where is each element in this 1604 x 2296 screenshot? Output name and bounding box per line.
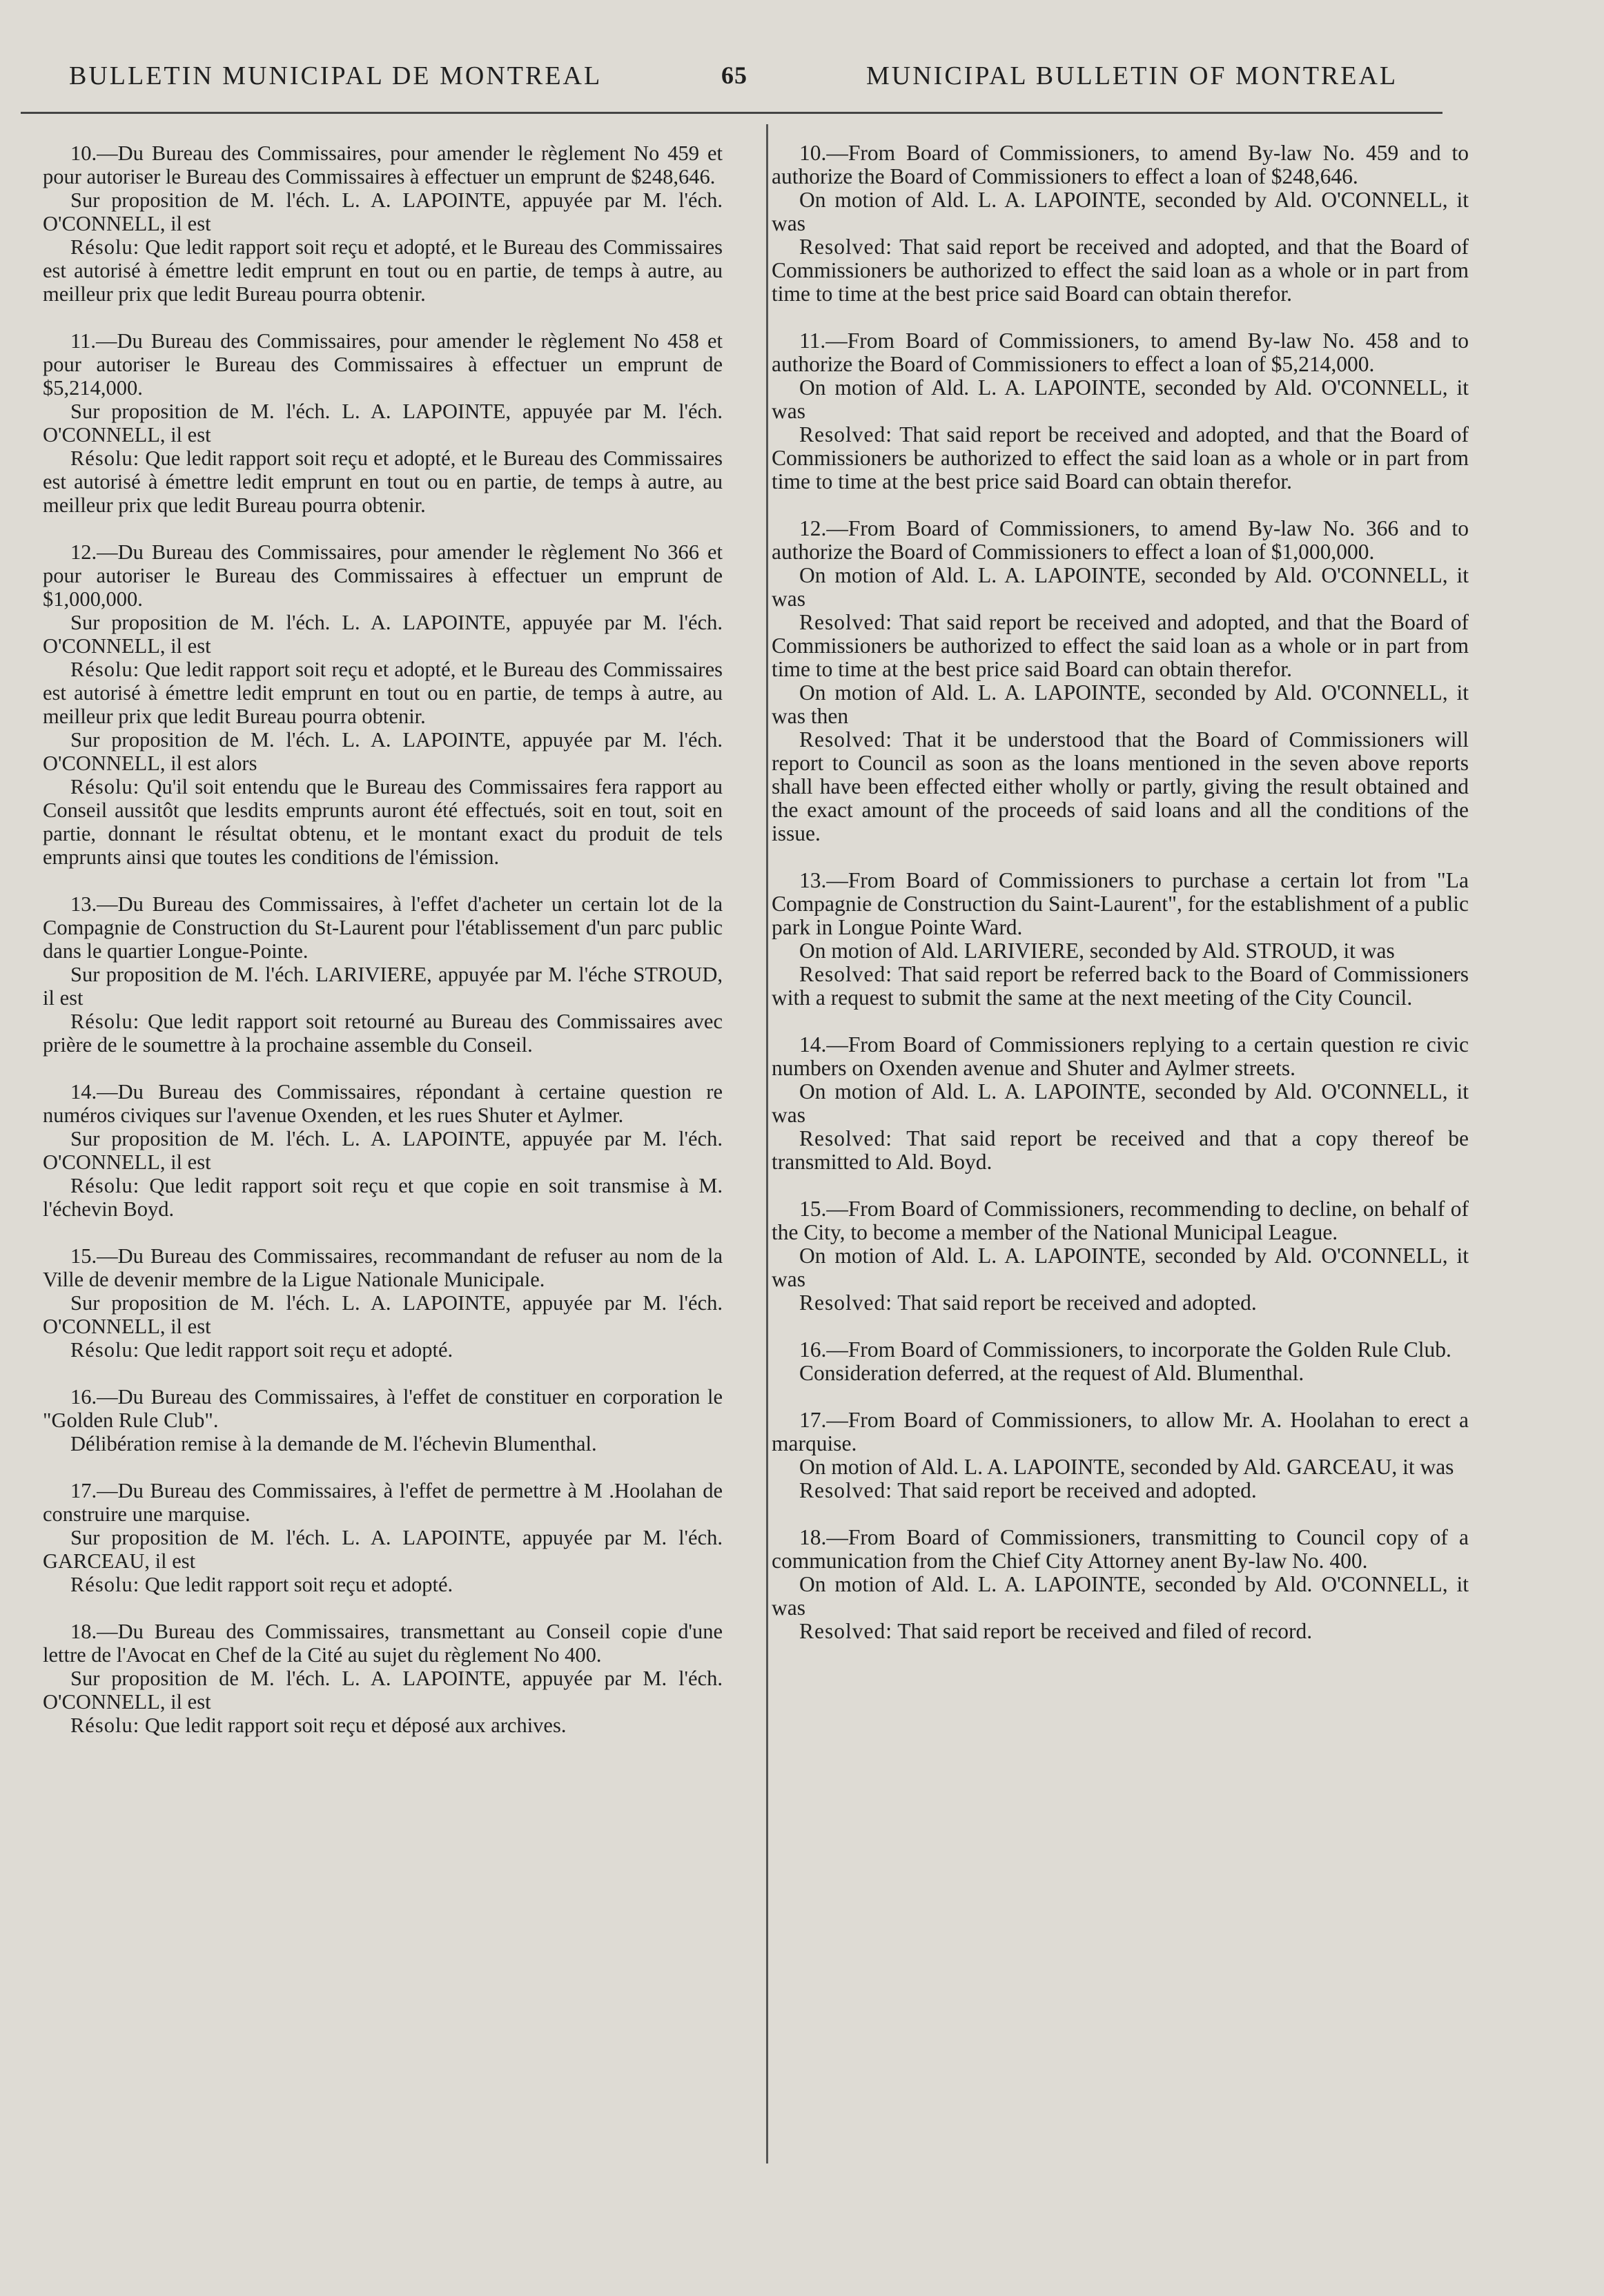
resolved-label: Résolu: (70, 1010, 140, 1033)
item-title: 13.—Du Bureau des Commissaires, à l'effet d'acheter un certain lot de la Compagnie de Construction du St-Laurent pour l'établissement d'un parc public dans le quartier Longue-Pointe. (43, 892, 723, 963)
resolution-text: Résolu: Que ledit rapport soit reçu et adopté, et le Bureau des Commissaires est autorisé à émettre ledit emprunt en tout ou en partie, de temps à autre, au meilleur prix que ledit Bureau pourra obtenir. (43, 658, 723, 728)
resolution-text: Résolu: Que ledit rapport soit reçu et que copie en soit transmise à M. l'échevin Boyd. (43, 1174, 723, 1221)
item-title: 10.—From Board of Commissioners, to amend By-law No. 459 and to authorize the Board of Commissioners to effect a loan of $248,646. (772, 141, 1469, 188)
motion-text: On motion of Ald. L. A. LAPOINTE, seconded by Ald. O'CONNELL, it was (772, 375, 1469, 423)
resolved-label: Resolved: (799, 422, 892, 447)
item-spacer (43, 1057, 723, 1080)
header-left-title: BULLETIN MUNICIPAL DE MONTREAL (69, 61, 603, 90)
motion-text: On motion of Ald. L. A. LAPOINTE, seconded by Ald. O'CONNELL, it was (772, 1244, 1469, 1291)
en-item (772, 329, 1469, 493)
resolved-label: Résolu: (70, 235, 140, 259)
english-column (772, 141, 1469, 1643)
resolved-label: Resolved: (799, 1478, 892, 1502)
resolution-text: Resolved: That said report be received and adopted, and that the Board of Commissioners be authorized to effect the said loan as a whole or in part from time to time at the best price said Board can obtain therefor. (772, 235, 1469, 306)
resolution-text: Résolu: Que ledit rapport soit reçu et adopté. (70, 1338, 453, 1362)
item-title: 16.—From Board of Commissioners, to incorporate the Golden Rule Club. (799, 1337, 1451, 1362)
motion-text: On motion of Ald. L. A. LAPOINTE, seconded by Ald. O'CONNELL, it was (772, 1572, 1469, 1620)
resolved-label: Resolved: (799, 610, 892, 634)
resolved-label: Résolu: (70, 658, 140, 681)
item-spacer (772, 493, 1469, 517)
header-rule (21, 112, 1442, 114)
fr-item (43, 1620, 723, 1737)
item-title: 14.—From Board of Commissioners replying to a certain question re civic numbers on Oxenden avenue and Shuter and Aylmer streets. (772, 1032, 1469, 1080)
motion-text: Sur proposition de M. l'éch. L. A. LAPOINTE, appuyée par M. l'éch. O'CONNELL, il est (43, 1127, 723, 1174)
en-item (772, 1338, 1469, 1385)
item-spacer (43, 869, 723, 892)
item-spacer (772, 306, 1469, 329)
item-spacer (43, 1221, 723, 1244)
item-spacer (772, 1315, 1469, 1338)
item-spacer (43, 1455, 723, 1479)
resolved-label: Resolved: (799, 727, 892, 752)
resolved-label: Resolved: (799, 962, 892, 986)
resolution-text: Resolved: That it be understood that the Board of Commissioners will report to Council as soon as the loans mentioned in the seven above reports shall have been effected either wholly or partly, giving the result obtained and the exact amount of the proceeds of said loans and all the conditions of the issue. (772, 727, 1469, 845)
item-title: 15.—From Board of Commissioners, recommending to decline, on behalf of the City, to become a member of the National Municipal League. (772, 1197, 1469, 1244)
item-title: 11.—From Board of Commissioners, to amend By-law No. 458 and to authorize the Board of Commissioners to effect a loan of $5,214,000. (772, 328, 1469, 376)
resolved-label: Résolu: (70, 447, 140, 470)
item-title: 12.—Du Bureau des Commissaires, pour amender le règlement No 366 et pour autoriser le Bureau des Commissaires à effectuer un emprunt de $1,000,000. (43, 540, 723, 611)
item-title: 11.—Du Bureau des Commissaires, pour amender le règlement No 458 et pour autoriser le Bureau des Commissaires à effectuer un emprunt de $5,214,000. (43, 329, 723, 400)
item-title: 17.—From Board of Commissioners, to allow Mr. A. Hoolahan to erect a marquise. (772, 1408, 1469, 1455)
resolved-label: Resolved: (799, 235, 892, 259)
motion-text: Sur proposition de M. l'éch. L. A. LAPOINTE, appuyée par M. l'éch. GARCEAU, il est (43, 1526, 723, 1573)
resolved-label: Résolu: (70, 775, 140, 798)
en-item (772, 869, 1469, 1010)
item-spacer (772, 845, 1469, 869)
resolution-text: Résolu: Que ledit rapport soit reçu et adopté. (70, 1573, 453, 1596)
resolution-text: Résolu: Que ledit rapport soit reçu et adopté, et le Bureau des Commissaires est autorisé à émettre ledit emprunt en tout ou en partie, de temps à autre, au meilleur prix que ledit Bureau pourra obtenir. (43, 447, 723, 517)
item-title: 18.—Du Bureau des Commissaires, transmettant au Conseil copie d'une lettre de l'Avocat en Chef de la Cité au sujet du règlement No 400. (43, 1620, 723, 1667)
item-spacer (43, 517, 723, 540)
motion-text: On motion of Ald. L. A. LAPOINTE, seconded by Ald. O'CONNELL, it was (772, 1079, 1469, 1127)
fr-item (43, 1244, 723, 1362)
item-spacer (772, 1385, 1469, 1409)
item-spacer (772, 1010, 1469, 1033)
resolved-label: Résolu: (70, 1573, 140, 1596)
resolution-text: Résolu: Que ledit rapport soit reçu et adopté, et le Bureau des Commissaires est autorisé à émettre ledit emprunt en tout ou en partie, de temps à autre, au meilleur prix que ledit Bureau pourra obtenir. (43, 235, 723, 306)
en-item (772, 1526, 1469, 1643)
item-title: 12.—From Board of Commissioners, to amend By-law No. 366 and to authorize the Board of Commissioners to effect a loan of $1,000,000. (772, 516, 1469, 564)
item-title: 17.—Du Bureau des Commissaires, à l'effet de permettre à M .Hoolahan de construire une marquise. (43, 1479, 723, 1526)
fr-item (43, 1385, 723, 1455)
column-divider (766, 124, 768, 2163)
fr-item (43, 892, 723, 1057)
en-item (772, 1033, 1469, 1174)
resolution-text: Resolved: That said report be referred back to the Board of Commissioners with a request to submit the same at the next meeting of the City Council. (772, 962, 1469, 1010)
motion-text: Sur proposition de M. l'éch. L. A. LAPOINTE, appuyée par M. l'éch. O'CONNELL, il est (43, 400, 723, 447)
resolution-text: Resolved: That said report be received and adopted, and that the Board of Commissioners be authorized to effect the said loan as a whole or in part from time to time at the best price said Board can obtain therefor. (772, 422, 1469, 493)
item-spacer (772, 1502, 1469, 1526)
en-item (772, 517, 1469, 845)
en-item (772, 1197, 1469, 1315)
fr-item (43, 1479, 723, 1596)
fr-item (43, 141, 723, 306)
resolved-label: Résolu: (70, 1338, 140, 1362)
motion-text: On motion of Ald. LARIVIERE, seconded by Ald. STROUD, it was (799, 939, 1395, 963)
resolution-text: Résolu: Que ledit rapport soit retourné au Bureau des Commissaires avec prière de le soumettre à la prochaine assemble du Conseil. (43, 1010, 723, 1057)
resolution-text: Resolved: That said report be received and adopted. (799, 1478, 1257, 1502)
motion-text: Sur proposition de M. l'éch. L. A. LAPOINTE, appuyée par M. l'éch. O'CONNELL, il est alors (43, 728, 723, 775)
motion-text: Sur proposition de M. l'éch. L. A. LAPOINTE, appuyée par M. l'éch. O'CONNELL, il est (43, 611, 723, 658)
resolution-text: Resolved: That said report be received and that a copy thereof be transmitted to Ald. Boyd. (772, 1126, 1469, 1174)
item-title: 14.—Du Bureau des Commissaires, répondant à certaine question re numéros civiques sur l'avenue Oxenden, et les rues Shuter et Aylmer. (43, 1080, 723, 1127)
resolution-text: Résolu: Que ledit rapport soit reçu et déposé aux archives. (70, 1714, 567, 1737)
fr-item (43, 329, 723, 517)
item-title: 18.—From Board of Commissioners, transmitting to Council copy of a communication from the Chief City Attorney anent By-law No. 400. (772, 1525, 1469, 1573)
item-spacer (43, 1362, 723, 1385)
fr-item (43, 540, 723, 869)
resolved-label: Résolu: (70, 1714, 140, 1737)
page-number: 65 (721, 61, 747, 89)
resolution-text: Resolved: That said report be received and adopted. (799, 1291, 1257, 1315)
item-spacer (43, 1596, 723, 1620)
resolution-text: Resolved: That said report be received and adopted, and that the Board of Commissioners be authorized to effect the said loan as a whole or in part from time to time at the best price said Board can obtain therefor. (772, 610, 1469, 681)
header-right-title: MUNICIPAL BULLETIN OF MONTREAL (866, 61, 1398, 90)
motion-text: Sur proposition de M. l'éch. L. A. LAPOINTE, appuyée par M. l'éch. O'CONNELL, il est (43, 1667, 723, 1714)
item-title: 15.—Du Bureau des Commissaires, recommandant de refuser au nom de la Ville de devenir membre de la Ligue Nationale Municipale. (43, 1244, 723, 1291)
item-title: 13.—From Board of Commissioners to purchase a certain lot from "La Compagnie de Construction du Saint-Laurent", for the establishment of a public park in Longue Pointe Ward. (772, 868, 1469, 939)
motion-text: Délibération remise à la demande de M. l'échevin Blumenthal. (70, 1432, 597, 1455)
resolution-text: Resolved: That said report be received and filed of record. (799, 1619, 1313, 1643)
motion-text: On motion of Ald. L. A. LAPOINTE, seconded by Ald. O'CONNELL, it was then (772, 680, 1469, 728)
motion-text: Sur proposition de M. l'éch. LARIVIERE, appuyée par M. l'éche STROUD, il est (43, 963, 723, 1010)
motion-text: On motion of Ald. L. A. LAPOINTE, seconded by Ald. O'CONNELL, it was (772, 563, 1469, 611)
fr-item (43, 1080, 723, 1221)
resolved-label: Resolved: (799, 1291, 892, 1315)
motion-text: On motion of Ald. L. A. LAPOINTE, seconded by Ald. GARCEAU, it was (799, 1455, 1454, 1479)
resolved-label: Resolved: (799, 1126, 892, 1150)
item-spacer (772, 1174, 1469, 1197)
item-spacer (43, 306, 723, 329)
resolution-text: Résolu: Qu'il soit entendu que le Bureau des Commissaires fera rapport au Conseil aussitôt que lesdits emprunts auront été effectués, soit en tout, soit en partie, donnant le résultat obtenu, et le montant exact du produit de tels emprunts ainsi que toutes les conditions de l'émission. (43, 775, 723, 869)
french-column (43, 141, 723, 1737)
motion-text: On motion of Ald. L. A. LAPOINTE, seconded by Ald. O'CONNELL, it was (772, 188, 1469, 235)
resolved-label: Resolved: (799, 1619, 892, 1643)
motion-text: Sur proposition de M. l'éch. L. A. LAPOINTE, appuyée par M. l'éch. O'CONNELL, il est (43, 188, 723, 235)
item-title: 16.—Du Bureau des Commissaires, à l'effet de constituer en corporation le "Golden Rule Club". (43, 1385, 723, 1432)
en-item (772, 1409, 1469, 1502)
motion-text: Sur proposition de M. l'éch. L. A. LAPOINTE, appuyée par M. l'éch. O'CONNELL, il est (43, 1291, 723, 1338)
motion-text: Consideration deferred, at the request of Ald. Blumenthal. (799, 1361, 1304, 1385)
item-title: 10.—Du Bureau des Commissaires, pour amender le règlement No 459 et pour autoriser le Bureau des Commissaires à effectuer un emprunt de $248,646. (43, 141, 723, 188)
resolved-label: Résolu: (70, 1174, 140, 1197)
en-item (772, 141, 1469, 306)
